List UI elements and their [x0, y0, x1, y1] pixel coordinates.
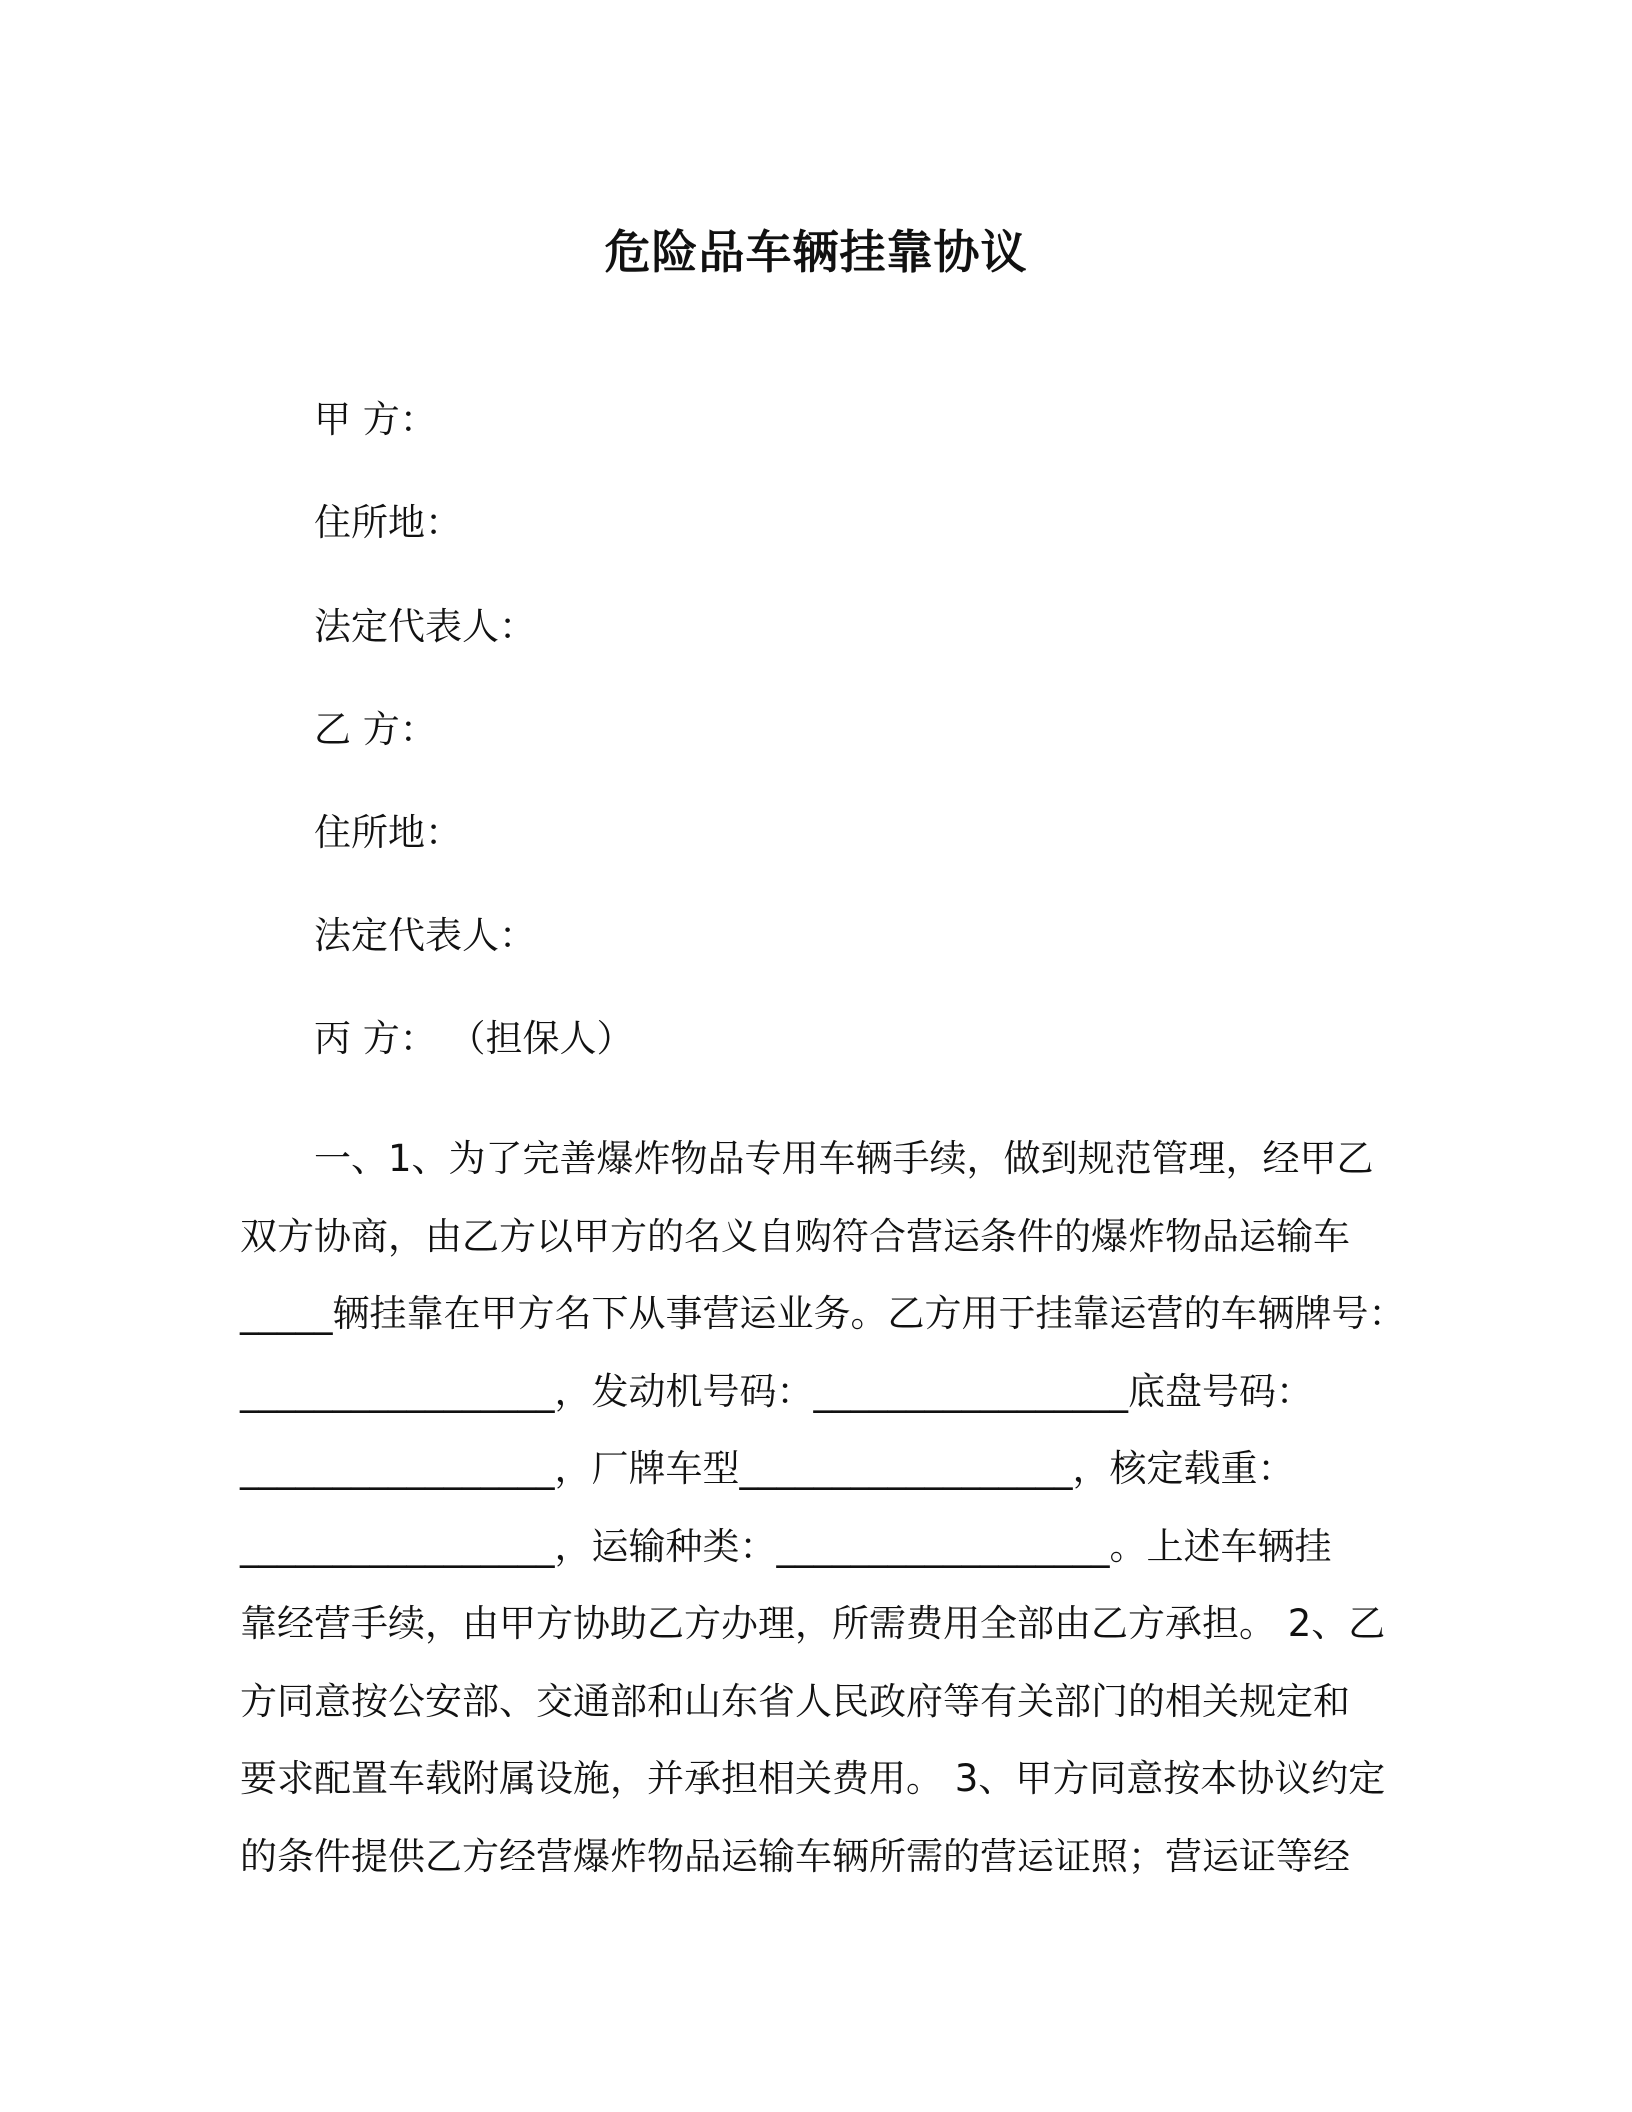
agreement-body: [240, 1120, 1408, 1895]
party-a-address-label: 住所地：: [314, 501, 462, 544]
body-line: 一、1、为了完善爆炸物品专用车辆手续，做到规范管理，经甲乙: [314, 1137, 1374, 1180]
body-line: _________________，运输种类：__________________。上述车辆挂: [240, 1524, 1332, 1568]
body-line: 要求配置车载附属设施，并承担相关费用。 3、甲方同意按本协议约定: [240, 1757, 1386, 1800]
party-a-representative-label: 法定代表人：: [314, 605, 536, 648]
party-a-label: 甲 方：: [314, 398, 437, 441]
body-line: _________________，厂牌车型__________________，核定载重：: [240, 1447, 1295, 1490]
party-b-address-label: 住所地：: [314, 811, 462, 854]
party-b-label: 乙 方：: [314, 708, 437, 751]
document-title: 危险品车辆挂靠协议: [604, 225, 1028, 279]
body-line: _____辆挂靠在甲方名下从事营运业务。乙方用于挂靠运营的车辆牌号：: [240, 1292, 1406, 1335]
party-c-guarantor-label: 丙 方： （担保人）: [314, 1017, 634, 1060]
body-line: 双方协商，由乙方以甲方的名义自购符合营运条件的爆炸物品运输车: [240, 1214, 1350, 1258]
party-b-representative-label: 法定代表人：: [314, 914, 536, 957]
body-line: _________________，发动机号码：_________________底盘号码：: [240, 1369, 1313, 1413]
body-line: 的条件提供乙方经营爆炸物品运输车辆所需的营运证照；营运证等经: [240, 1834, 1350, 1878]
body-line: 靠经营手续，由甲方协助乙方办理，所需费用全部由乙方承担。 2、乙: [240, 1602, 1386, 1645]
body-line: 方同意按公安部、交通部和山东省人民政府等有关部门的相关规定和: [240, 1679, 1350, 1723]
